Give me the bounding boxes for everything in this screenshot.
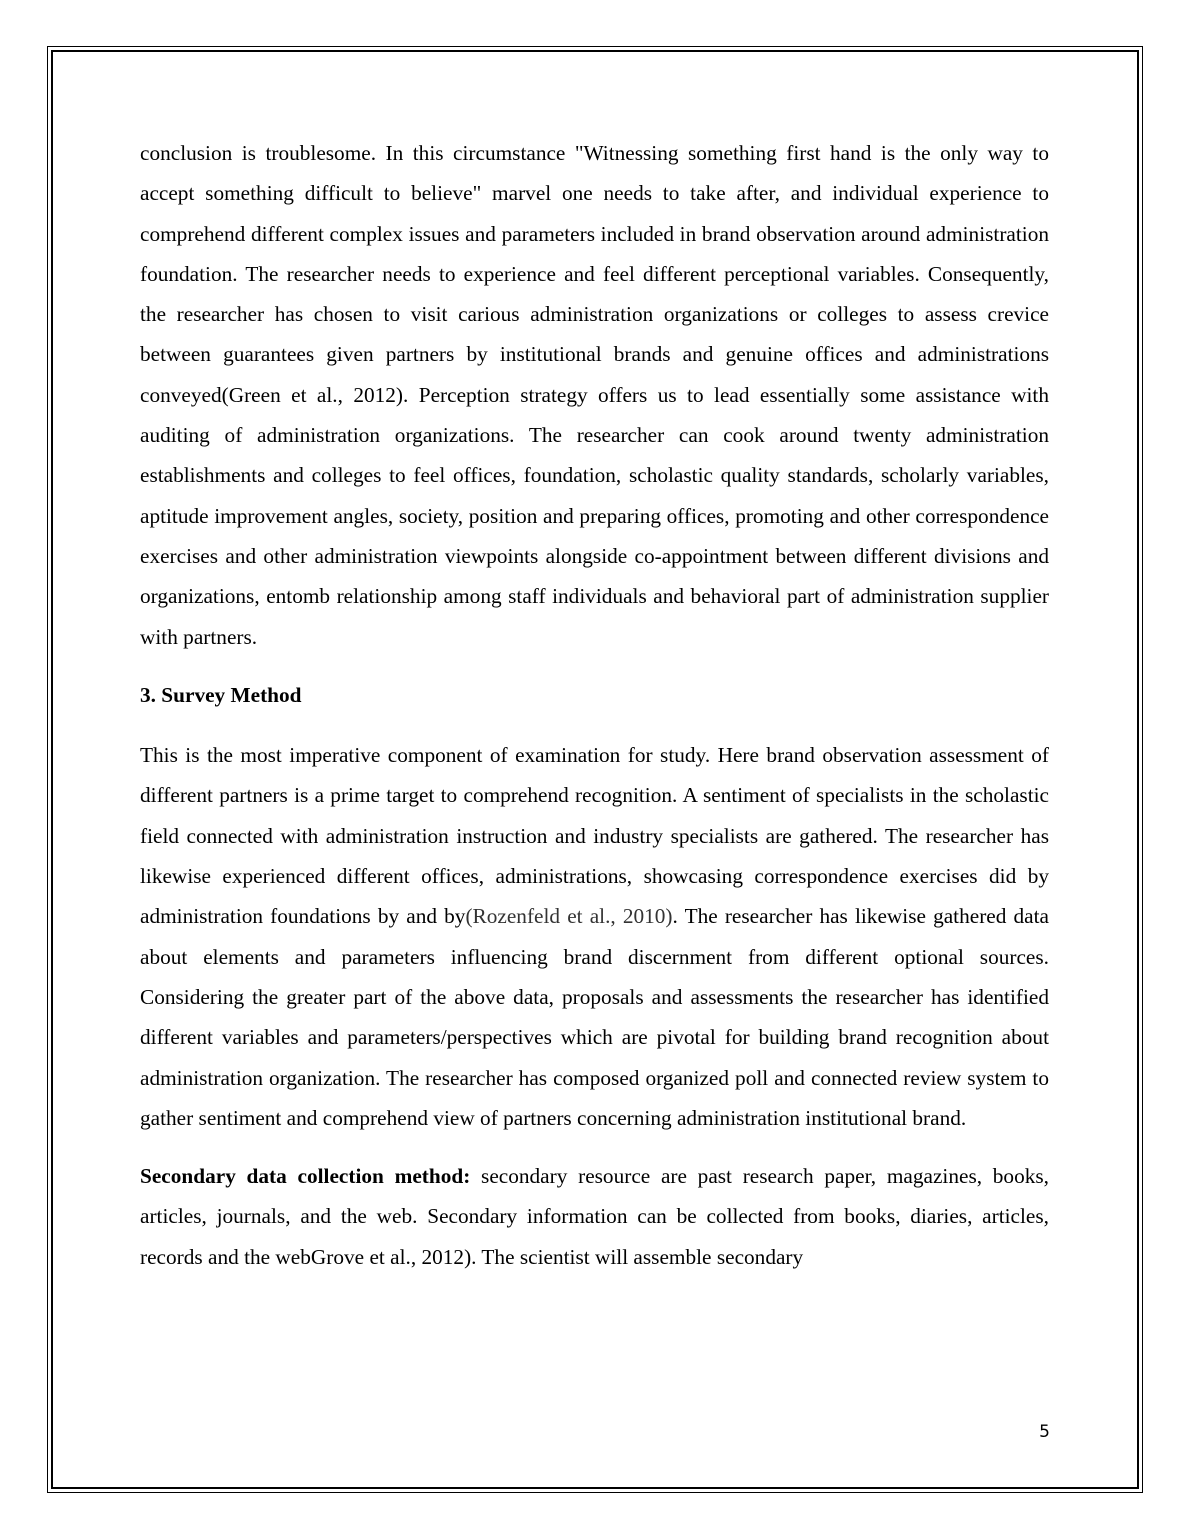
body-paragraph [140, 1156, 1049, 1277]
page-number: 5 [1039, 1422, 1050, 1442]
paragraph-text: secondary resource are past research paper, magazines, books, articles, journals, and the web. Secondary information can be collected from books, diaries, articles, records and the webGrove et al., 2012). The scientist will assemble secondary [140, 1164, 1049, 1269]
citation: (Rozenfeld et al., 2010) [465, 904, 673, 929]
body-paragraph: conclusion is troublesome. In this circumstance "Witnessing something first hand is the only way to accept something difficult to believe" marvel one needs to take after, and individual experience to comprehend different complex issues and parameters included in brand observation around administration foundation. The researcher needs to experience and feel different perceptional variables. Consequently, the researcher has chosen to visit carious administration organizations or colleges to assess crevice between guarantees given partners by institutional brands and genuine offices and administrations conveyed(Green et al., 2012). Perception strategy offers us to lead essentially some assistance with auditing of administration organizations. The researcher can cook around twenty administration establishments and colleges to feel offices, foundation, scholastic quality standards, scholarly variables, aptitude improvement angles, society, position and preparing offices, promoting and other correspondence exercises and other administration viewpoints alongside co-appointment between different divisions and organizations, entomb relationship among staff individuals and behavioral part of administration supplier with partners. [140, 141, 1049, 649]
paragraph-label: Secondary data collection method: [140, 1164, 471, 1189]
paragraph-text: . The researcher has likewise gathered data about elements and parameters influencing brand discernment from different optional sources. Considering the greater part of the above data, proposals and assessments the researcher has identified different variables and parameters/perspectives which are pivotal for building brand recognition about administration organization. The researcher has composed organized poll and connected review system to gather sentiment and comprehend view of partners concerning administration institutional brand. [140, 904, 1049, 1130]
section-heading: 3. Survey Method [140, 682, 302, 707]
document-body [140, 133, 1049, 1277]
paragraph-text: This is the most imperative component of examination for study. Here brand observation assessment of different partners is a prime target to comprehend recognition. A sentiment of specialists in the scholastic field connected with administration instruction and industry specialists are gathered. The researcher has likewise experienced different offices, administrations, showcasing correspondence exercises did by administration foundations by and by [140, 743, 1049, 929]
body-paragraph [140, 735, 1049, 1138]
